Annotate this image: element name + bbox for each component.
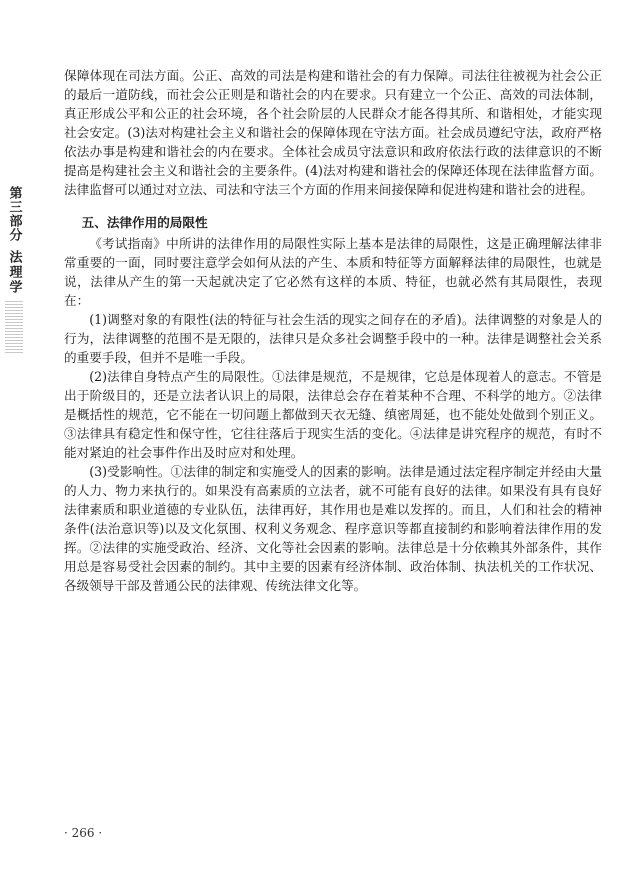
part-side-tab (2, 186, 26, 353)
paragraph-point-3: (3)受影响性。①法律的制定和实施受人的因素的影响。法律是通过法定程序制定并经由大量的人力、物力来执行的。如果没有高素质的立法者，就不可能有良好的法律。如果没有具有良好法律素质和职业道德的专业队伍，法律再好，其作用也是难以发挥的。而且，人们和社会的精神条件(法治意识等)以及文化氛围、权利义务观念、程序意识等都直接制约和影响着法律作用的发挥。②法律的实施受政治、经济、文化等社会因素的影响。法律总是十分依赖其外部条件，其作用总是容易受社会因素的制约。其中主要的因素有经济体制、政治体制、执法机关的工作状况、各级领导干部及普通公民的法律观、传统法律文化等。 (64, 464, 602, 593)
paragraph-point-2: (2)法律自身特点产生的局限性。①法律是规范，不是规律，它总是体现着人的意志。不管是出于阶级目的，还是立法者认识上的局限，法律总会存在着某种不合理、不科学的地方。②法律是概括性的规范，它不能在一切问题上都做到天衣无缝、缜密周延，也不能处处做到个别正义。③法律具有稳定性和保守性，它往往落后于现实生活的变化。④法律是讲究程序的规范，有时不能对紧迫的社会事件作出及时应对和处理。 (64, 369, 602, 460)
section-title: 五、法律作用的局限性 (81, 215, 208, 230)
page-body (64, 66, 602, 595)
paragraph-point-1: (1)调整对象的有限性(法的特征与社会生活的现实之间存在的矛盾)。法律调整的对象是人的行为，法律调整的范围不是无限的，法律只是众多社会调整手段中的一种。法律是调整社会关系的重要手段，但并不是唯一手段。 (64, 312, 602, 365)
side-decorative-rule (5, 301, 23, 353)
paragraph-overview: 《考试指南》中所讲的法律作用的局限性实际上基本是法律的局限性，这是正确理解法律非常重要的一面，同时要注意学会如何从法的产生、本质和特征等方面解释法律的局限性，也就是说，法律从产生的第一天起就决定了它必然有这样的本质、特征，也就必然有其局限性，表现在： (64, 236, 602, 308)
subject-label: 法理学 (6, 250, 22, 295)
page-number: · 266 · (64, 826, 103, 840)
part-label: 第三部分 (6, 186, 22, 242)
intro-paragraph: 保障体现在司法方面。公正、高效的司法是构建和谐社会的有力保障。司法往往被视为社会公正的最后一道防线，而社会公正则是和谐社会的内在要求。只有建立一个公正、高效的司法体制，真正形成公平和公正的社会环境，各个社会阶层的人民群众才能各得其所、和谐相处，才能实现社会安定。(3)法对构建社会主义和谐社会的保障体现在守法方面。社会成员遵纪守法，政府严格依法办事是构建和谐社会的内在要求。全体社会成员守法意识和政府依法行政的法律意识的不断提高是构建社会主义和谐社会的主要条件。(4)法对构建和谐社会的保障还体现在法律监督方面。法律监督可以通过对立法、司法和守法三个方面的作用来间接保障和促进构建和谐社会的进程。 (64, 68, 602, 197)
